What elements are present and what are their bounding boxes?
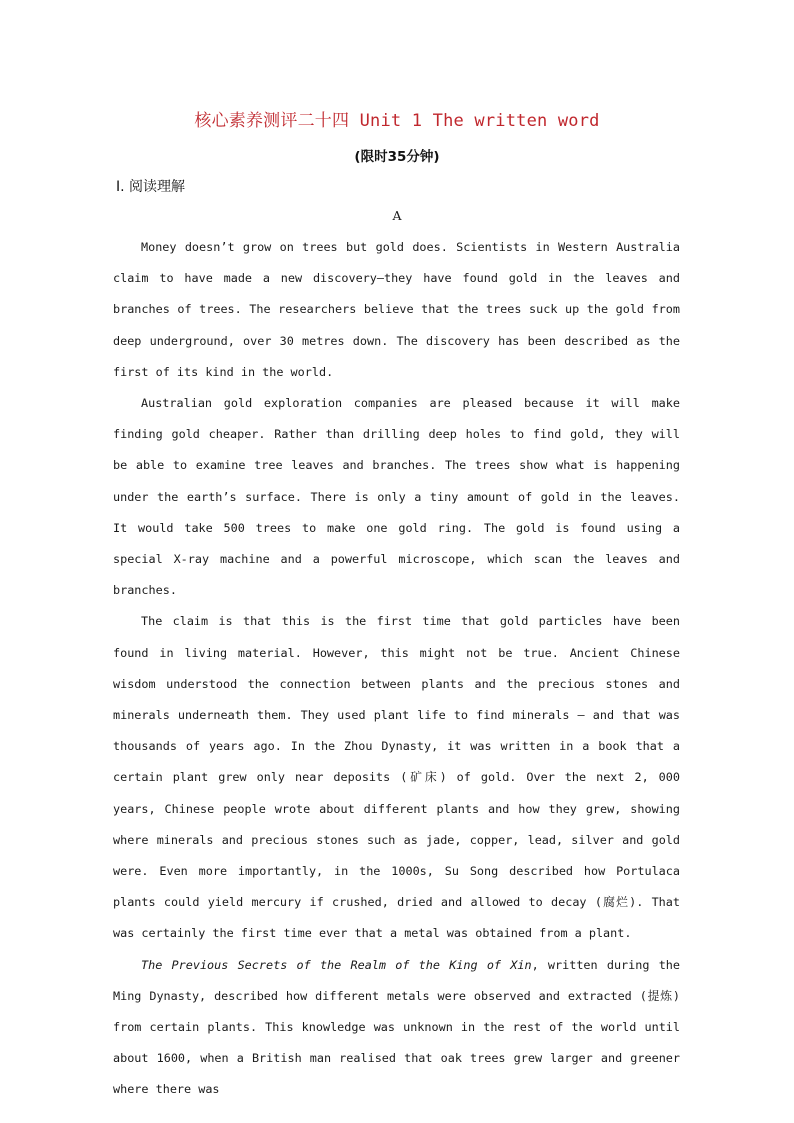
paragraph-4-text: , written during the Ming Dynasty, described how different metals were observed and extracted (提炼) from certain plants. This knowledge was unknown in the rest of the world until about 1600, when a British man realised that oak trees grew larger and greener where there was: [113, 957, 680, 1097]
paragraph-3: The claim is that this is the first time that gold particles have been found in living material. However, this might not be true. Ancient Chinese wisdom understood the connection between plants and the precious stones and minerals underneath them. They used plant life to find minerals — and that was thousands of years ago. In the Zhou Dynasty, it was written in a book that a certain plant grew only near deposits (矿床) of gold. Over the next 2, 000 years, Chinese people wrote about different plants and how they grew, showing where minerals and precious stones such as jade, copper, lead, silver and gold were. Even more importantly, in the 1000s, Su Song described how Portulaca plants could yield mercury if crushed, dried and allowed to decay (腐烂). That was certainly the first time ever that a metal was obtained from a plant.: [113, 614, 680, 941]
time-limit: (限时35分钟): [354, 149, 440, 165]
paragraph-2: Australian gold exploration companies are pleased because it will make finding gold cheaper. Rather than drilling deep holes to find gold, they will be able to examine tree leaves and branches. The trees show what is happening under the earth’s surface. There is only a tiny amount of gold in the leaves. It would take 500 trees to make one gold ring. The gold is found using a special X-ray machine and a powerful microscope, which scan the leaves and branches.: [113, 396, 680, 598]
section-heading-reading: Ⅰ. 阅读理解: [116, 179, 186, 195]
paragraph-1: Money doesn’t grow on trees but gold does. Scientists in Western Australia claim to have made a new discovery—they have found gold in the leaves and branches of trees. The researchers believe that the trees suck up the gold from deep underground, over 30 metres down. The discovery has been described as the first of its kind in the world.: [113, 240, 680, 379]
passage-body: [113, 232, 680, 1106]
book-title: The Previous Secrets of the Realm of the King of Xin: [141, 957, 532, 972]
page-title: 核心素养测评二十四 Unit 1 The written word: [194, 111, 600, 131]
passage-letter: A: [392, 208, 402, 223]
paragraph-4: [113, 950, 680, 1106]
